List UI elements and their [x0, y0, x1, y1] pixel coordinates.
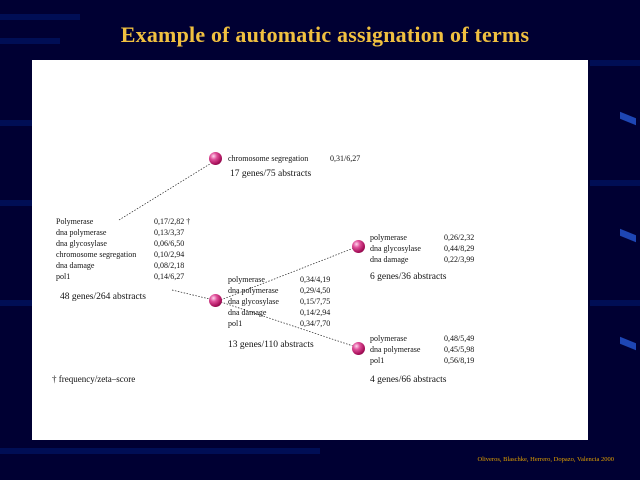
- upper-right-summary: 6 genes/36 abstracts: [370, 272, 447, 282]
- root-term-name: Polymerase: [56, 217, 94, 226]
- top-term-value: 0,31/6,27: [330, 154, 361, 163]
- background-stripe: [590, 180, 640, 186]
- lower-right-term-name: polymerase: [370, 334, 407, 343]
- footnote: † frequency/zeta–score: [52, 374, 136, 384]
- lower-right-term-value: 0,48/5,49: [444, 334, 475, 343]
- background-accent: [620, 337, 636, 350]
- cluster-node-top[interactable]: [209, 152, 222, 165]
- root-term-name: dna damage: [56, 261, 95, 270]
- upper-right-term-name: dna damage: [370, 255, 409, 264]
- background-stripe: [0, 448, 320, 454]
- mid-term-name: pol1: [228, 319, 243, 328]
- background-stripe: [590, 300, 640, 306]
- root-summary: 48 genes/264 abstracts: [60, 292, 147, 302]
- diagram-panel: [32, 60, 588, 440]
- mid-term-name: dna damage: [228, 308, 267, 317]
- cluster-node-mid[interactable]: [209, 294, 222, 307]
- mid-term-value: 0,29/4,50: [300, 286, 331, 295]
- cluster-node-upper-right[interactable]: [352, 240, 365, 253]
- mid-summary: 13 genes/110 abstracts: [228, 340, 314, 350]
- mid-term-name: polymerase: [228, 275, 265, 284]
- root-term-name: dna polymerase: [56, 228, 107, 237]
- root-term-value: 0,10/2,94: [154, 250, 185, 259]
- edge-root-top: [119, 159, 218, 220]
- background-accent: [620, 112, 636, 125]
- root-term-value: 0,14/6,27: [154, 272, 185, 281]
- mid-term-value: 0,15/7,75: [300, 297, 331, 306]
- upper-right-term-value: 0,26/2,32: [444, 233, 475, 242]
- mid-term-value: 0,34/7,70: [300, 319, 331, 328]
- lower-right-term-name: pol1: [370, 356, 385, 365]
- background-stripe: [0, 200, 32, 206]
- root-term-value: 0,06/6,50: [154, 239, 185, 248]
- root-term-name: dna glycosylase: [56, 239, 107, 248]
- background-stripe: [0, 120, 32, 126]
- lower-right-summary: 4 genes/66 abstracts: [370, 375, 447, 385]
- lower-right-term-name: dna polymerase: [370, 345, 421, 354]
- slide-title: Example of automatic assignation of terms: [120, 22, 530, 47]
- root-term-value: 0,08/2,18: [154, 261, 185, 270]
- mid-term-value: 0,34/4,19: [300, 275, 331, 284]
- root-term-name: pol1: [56, 272, 71, 281]
- credit-line: Oliveros, Blaschke, Herrero, Dopazo, Valencia 2000: [477, 456, 614, 463]
- lower-right-term-value: 0,45/5,98: [444, 345, 475, 354]
- background-stripe: [590, 60, 640, 66]
- upper-right-term-name: dna glycosylase: [370, 244, 421, 253]
- background-accent: [620, 229, 636, 242]
- top-term-name: chromosome segregation: [228, 154, 309, 163]
- root-term-value: 0,13/3,37: [154, 228, 185, 237]
- background-stripe: [0, 300, 32, 306]
- upper-right-term-value: 0,22/3,99: [444, 255, 475, 264]
- cluster-node-lower-right[interactable]: [352, 342, 365, 355]
- root-term-value: 0,17/2,82 †: [154, 217, 191, 226]
- mid-term-name: dna polymerase: [228, 286, 279, 295]
- background-stripe: [0, 14, 80, 20]
- upper-right-term-value: 0,44/8,29: [444, 244, 475, 253]
- mid-term-value: 0,14/2,94: [300, 308, 331, 317]
- mid-term-name: dna glycosylase: [228, 297, 279, 306]
- root-term-name: chromosome segregation: [56, 250, 137, 259]
- lower-right-term-value: 0,56/8,19: [444, 356, 475, 365]
- top-summary: 17 genes/75 abstracts: [230, 169, 312, 179]
- upper-right-term-name: polymerase: [370, 233, 407, 242]
